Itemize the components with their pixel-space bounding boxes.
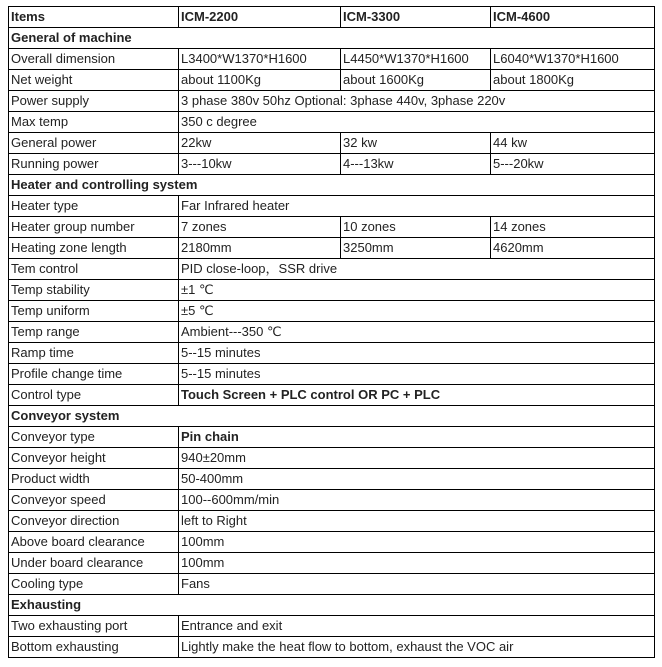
table-row xyxy=(9,322,655,343)
table-row xyxy=(9,511,655,532)
row-label: Max temp xyxy=(9,112,179,133)
table-row xyxy=(9,427,655,448)
cell-icm-2200: 2180mm xyxy=(179,238,341,259)
cell-all-models: 100--600mm/min xyxy=(179,490,655,511)
row-label: Heater type xyxy=(9,196,179,217)
cell-icm-2200: 7 zones xyxy=(179,217,341,238)
row-label: Power supply xyxy=(9,91,179,112)
cell-all-models: 50-400mm xyxy=(179,469,655,490)
cell-icm-2200: 22kw xyxy=(179,133,341,154)
row-label: Temp stability xyxy=(9,280,179,301)
section-row xyxy=(9,175,655,196)
cell-all-models: PID close-loop，SSR drive xyxy=(179,259,655,280)
table-row xyxy=(9,112,655,133)
table-row xyxy=(9,532,655,553)
table-row xyxy=(9,154,655,175)
table-row xyxy=(9,553,655,574)
header-icm-4600: ICM-4600 xyxy=(491,7,655,28)
table-row xyxy=(9,280,655,301)
cell-all-models: 3 phase 380v 50hz Optional: 3phase 440v, 3phase 220v xyxy=(179,91,655,112)
section-exhausting: Exhausting xyxy=(9,595,655,616)
section-row xyxy=(9,406,655,427)
table-row xyxy=(9,301,655,322)
cell-all-models: Ambient---350 ℃ xyxy=(179,322,655,343)
cell-all-models: 100mm xyxy=(179,553,655,574)
cell-icm-3300: L4450*W1370*H1600 xyxy=(341,49,491,70)
cell-all-models: 5--15 minutes xyxy=(179,364,655,385)
row-label: Cooling type xyxy=(9,574,179,595)
cell-icm-4600: 4620mm xyxy=(491,238,655,259)
table-row xyxy=(9,91,655,112)
table-row xyxy=(9,364,655,385)
table-row xyxy=(9,469,655,490)
table-row xyxy=(9,616,655,637)
table-row xyxy=(9,490,655,511)
table-row xyxy=(9,238,655,259)
table-row xyxy=(9,217,655,238)
cell-all-models: Lightly make the heat flow to bottom, exhaust the VOC air xyxy=(179,637,655,658)
cell-icm-3300: 10 zones xyxy=(341,217,491,238)
table-row xyxy=(9,49,655,70)
table-row xyxy=(9,574,655,595)
row-label: Net weight xyxy=(9,70,179,91)
table-row xyxy=(9,196,655,217)
row-label: Running power xyxy=(9,154,179,175)
cell-all-models: ±5 ℃ xyxy=(179,301,655,322)
row-label: Conveyor type xyxy=(9,427,179,448)
cell-icm-3300: about 1600Kg xyxy=(341,70,491,91)
table-row xyxy=(9,133,655,154)
row-label: Conveyor direction xyxy=(9,511,179,532)
cell-icm-2200: L3400*W1370*H1600 xyxy=(179,49,341,70)
row-label: Profile change time xyxy=(9,364,179,385)
row-label: Overall dimension xyxy=(9,49,179,70)
cell-all-models: Entrance and exit xyxy=(179,616,655,637)
cell-all-models: ±1 ℃ xyxy=(179,280,655,301)
cell-all-models: Touch Screen + PLC control OR PC + PLC xyxy=(179,385,655,406)
row-label: Above board clearance xyxy=(9,532,179,553)
table-row xyxy=(9,70,655,91)
section-general: General of machine xyxy=(9,28,655,49)
table-row xyxy=(9,448,655,469)
spec-table xyxy=(8,6,655,658)
row-label: Conveyor height xyxy=(9,448,179,469)
row-label: Control type xyxy=(9,385,179,406)
cell-all-models: 100mm xyxy=(179,532,655,553)
cell-icm-2200: 3---10kw xyxy=(179,154,341,175)
section-conveyor: Conveyor system xyxy=(9,406,655,427)
cell-icm-3300: 4---13kw xyxy=(341,154,491,175)
row-label: Heater group number xyxy=(9,217,179,238)
cell-all-models: left to Right xyxy=(179,511,655,532)
cell-icm-4600: 44 kw xyxy=(491,133,655,154)
header-icm-3300: ICM-3300 xyxy=(341,7,491,28)
section-row xyxy=(9,28,655,49)
table-row xyxy=(9,259,655,280)
row-label: Product width xyxy=(9,469,179,490)
cell-icm-2200: about 1100Kg xyxy=(179,70,341,91)
cell-icm-4600: L6040*W1370*H1600 xyxy=(491,49,655,70)
cell-icm-4600: about 1800Kg xyxy=(491,70,655,91)
header-row xyxy=(9,7,655,28)
row-label: Bottom exhausting xyxy=(9,637,179,658)
table-row xyxy=(9,385,655,406)
section-row xyxy=(9,595,655,616)
cell-all-models: Pin chain xyxy=(179,427,655,448)
cell-all-models: Fans xyxy=(179,574,655,595)
row-label: Ramp time xyxy=(9,343,179,364)
cell-icm-3300: 3250mm xyxy=(341,238,491,259)
section-heater: Heater and controlling system xyxy=(9,175,655,196)
row-label: Two exhausting port xyxy=(9,616,179,637)
header-icm-2200: ICM-2200 xyxy=(179,7,341,28)
row-label: Under board clearance xyxy=(9,553,179,574)
table-row xyxy=(9,637,655,658)
row-label: Tem control xyxy=(9,259,179,280)
header-items: Items xyxy=(9,7,179,28)
table-row xyxy=(9,343,655,364)
row-label: Temp uniform xyxy=(9,301,179,322)
cell-all-models: 350 c degree xyxy=(179,112,655,133)
cell-icm-4600: 5---20kw xyxy=(491,154,655,175)
cell-icm-3300: 32 kw xyxy=(341,133,491,154)
cell-all-models: Far Infrared heater xyxy=(179,196,655,217)
row-label: Conveyor speed xyxy=(9,490,179,511)
cell-all-models: 5--15 minutes xyxy=(179,343,655,364)
row-label: Heating zone length xyxy=(9,238,179,259)
row-label: General power xyxy=(9,133,179,154)
cell-icm-4600: 14 zones xyxy=(491,217,655,238)
row-label: Temp range xyxy=(9,322,179,343)
cell-all-models: 940±20mm xyxy=(179,448,655,469)
